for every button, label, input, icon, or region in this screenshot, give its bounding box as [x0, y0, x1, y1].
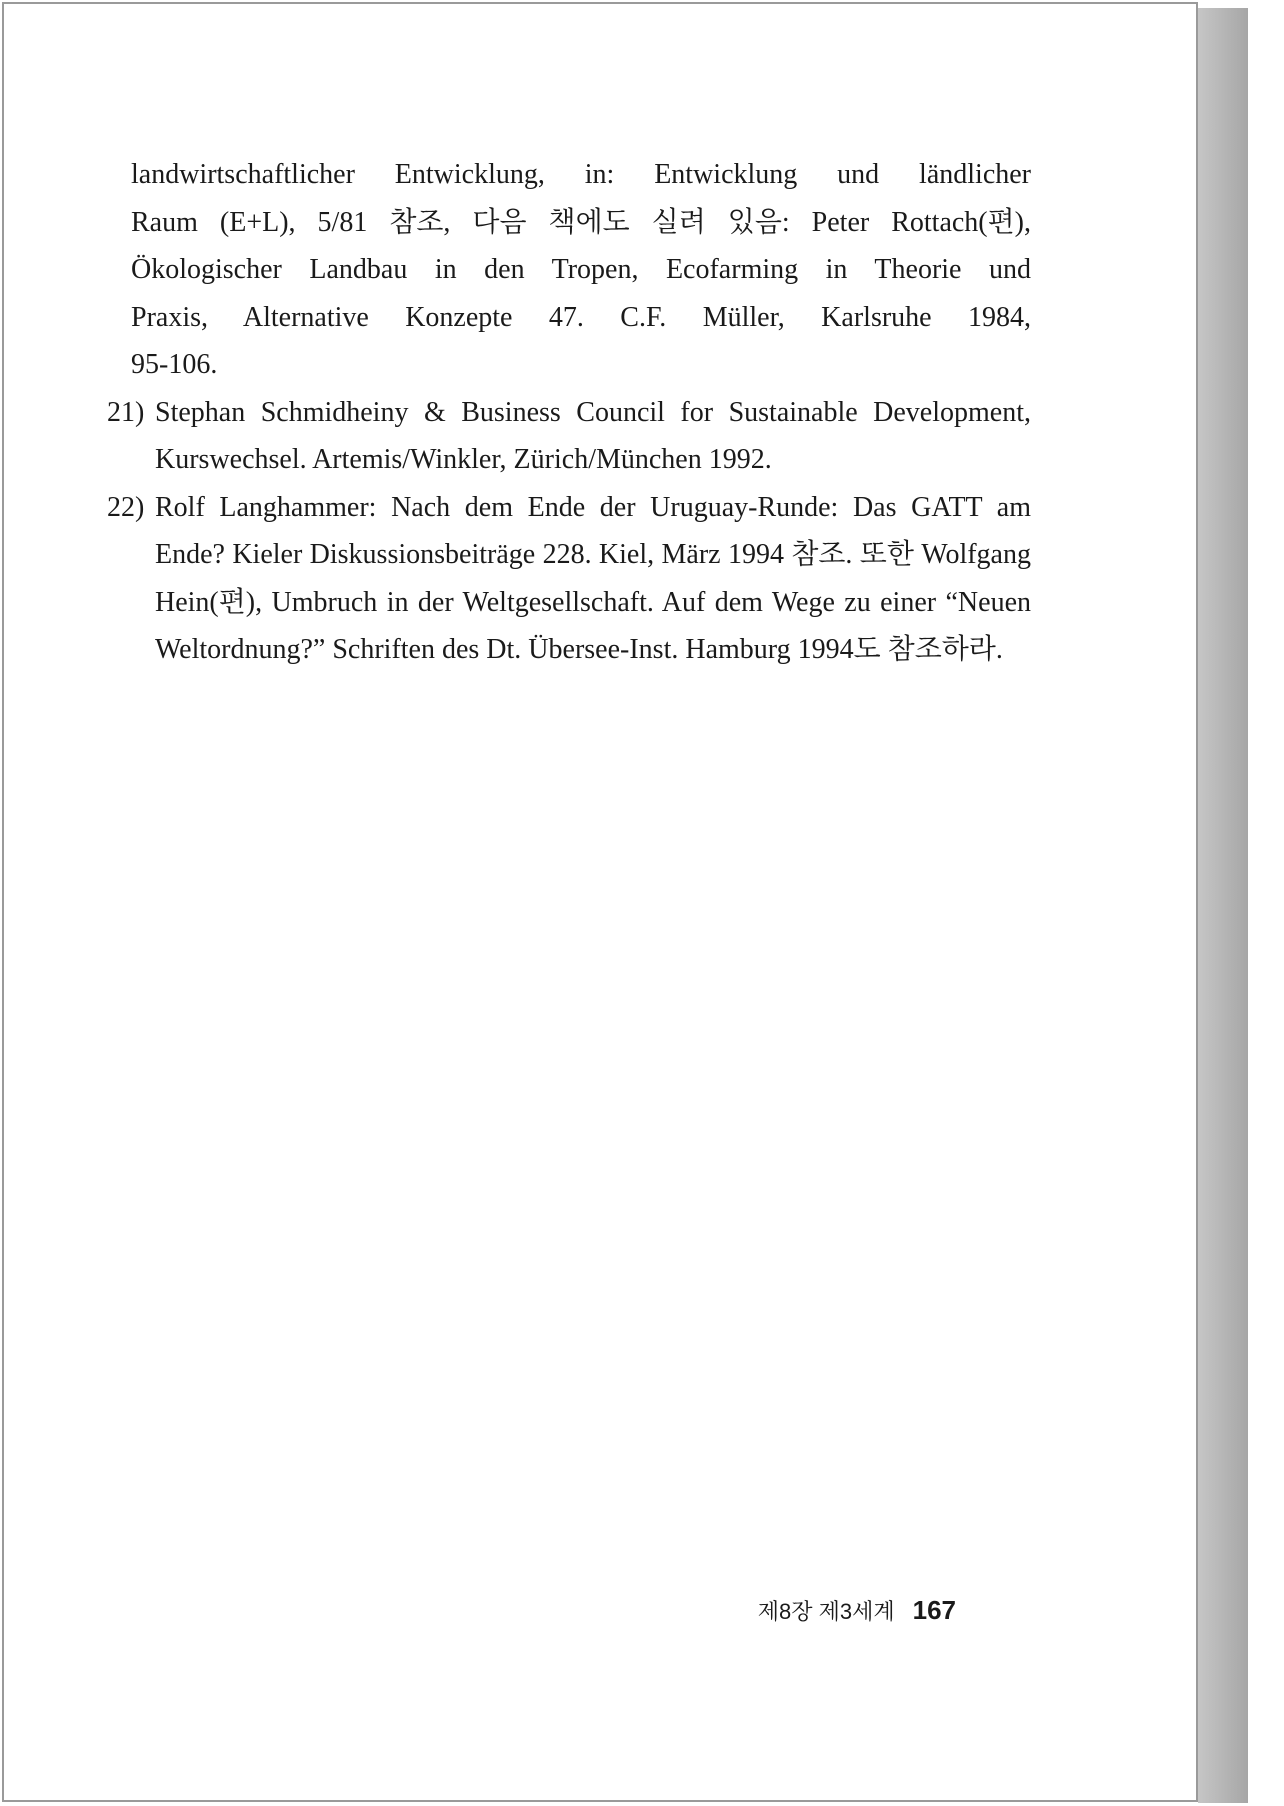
continuation-line-5: 95-106.	[131, 349, 218, 380]
footnote-21	[107, 389, 1031, 484]
footnote-body: Rolf Langhammer: Nach dem Ende der Uruguay-Runde: Das GATT am Ende? Kieler Diskussionsbeiträge 228. Kiel, März 1994 참조. 또한 Wolfgang Hein(편), Umbruch in der Weltgesellschaft. Auf dem Wege zu einer “Neuen Weltordnung?” Schriften des Dt. Übersee-Inst. Hamburg 1994도 참조하라.	[155, 491, 1031, 665]
footnote-number: 22)	[107, 491, 145, 523]
footnote-22	[107, 484, 1031, 674]
book-page	[2, 2, 1198, 1802]
continuation-line-2: Raum (E+L), 5/81 참조, 다음 책에도 실려 있음: Peter Rottach(편),	[131, 206, 1031, 238]
continuation-line-1: landwirtschaftlicher Entwicklung, in: Entwicklung und ländlicher	[131, 159, 1031, 190]
page-number: 167	[912, 1595, 956, 1625]
page-edge-shadow	[1198, 8, 1248, 1803]
footnote-body: Stephan Schmidheiny & Business Council for Sustainable Development, Kurswechsel. Artemis/Winkler, Zürich/München 1992.	[155, 396, 1031, 475]
page-footer	[758, 1595, 956, 1626]
chapter-title: 제8장 제3세계	[757, 1599, 895, 1624]
footnote-text	[107, 151, 1031, 674]
footnote-number: 21)	[107, 396, 145, 428]
continuation-line-3: Ökologischer Landbau in den Tropen, Ecofarming in Theorie und	[131, 254, 1031, 285]
continuation-line-4: Praxis, Alternative Konzepte 47. C.F. Müller, Karlsruhe 1984,	[131, 301, 1031, 333]
